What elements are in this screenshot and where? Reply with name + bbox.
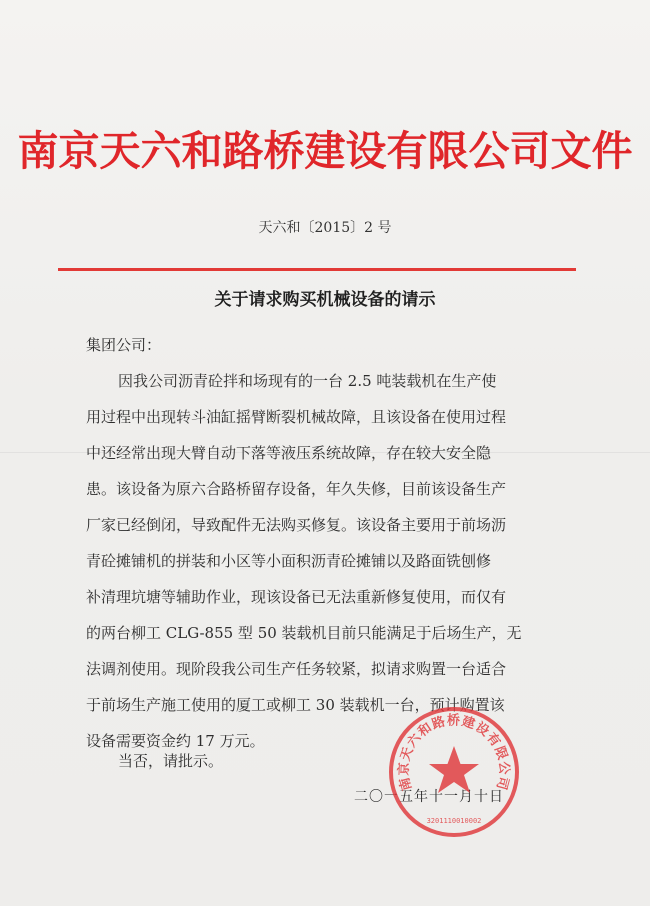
- document-number: 天六和〔2015〕2 号: [258, 220, 392, 236]
- body-line: 的两台柳工 CLG-855 型 50 装载机目前只能满足于后场生产，无: [86, 624, 522, 642]
- company-seal-stamp: [384, 702, 524, 842]
- body-line: 法调剂使用。现阶段我公司生产任务较紧，拟请求购置一台适合: [86, 660, 507, 678]
- seal-arc-text: 南京天六和路桥建设有限公司: [396, 713, 512, 793]
- document-date: 二〇一五年十一月十日: [354, 789, 504, 805]
- seal-code: 3201110010002: [426, 817, 482, 825]
- body-line: 补清理坑塘等辅助作业，现该设备已无法重新修复使用，而仅有: [86, 588, 507, 606]
- body-line: 中还经常出现大臂自动下落等液压系统故障，存在较大安全隐: [86, 444, 492, 462]
- seal-star-icon: [429, 746, 479, 793]
- document-header-title: 南京天六和路桥建设有限公司文件: [17, 127, 633, 175]
- body-line: 因我公司沥青砼拌和场现有的一台 2.5 吨装载机在生产使: [118, 372, 497, 390]
- body-line: 用过程中出现转斗油缸摇臂断裂机械故障，且该设备在使用过程: [86, 408, 507, 426]
- body-line: 患。该设备为原六合路桥留存设备，年久失修，目前该设备生产: [86, 480, 507, 498]
- body-line: 于前场生产施工使用的厦工或柳工 30 装载机一台，预计购置该: [86, 696, 505, 714]
- body-line: 设备需要资金约 17 万元。: [86, 732, 265, 750]
- document-subject: 关于请求购买机械设备的请示: [214, 290, 436, 310]
- body-line: 青砼摊铺机的拼装和小区等小面积沥青砼摊铺以及路面铣刨修: [86, 552, 492, 570]
- salutation: 集团公司：: [86, 336, 162, 354]
- header-red-rule: [58, 268, 576, 271]
- body-line: 厂家已经倒闭，导致配件无法购买修复。该设备主要用于前场沥: [86, 516, 507, 534]
- closing-remark: 当否，请批示。: [118, 752, 224, 770]
